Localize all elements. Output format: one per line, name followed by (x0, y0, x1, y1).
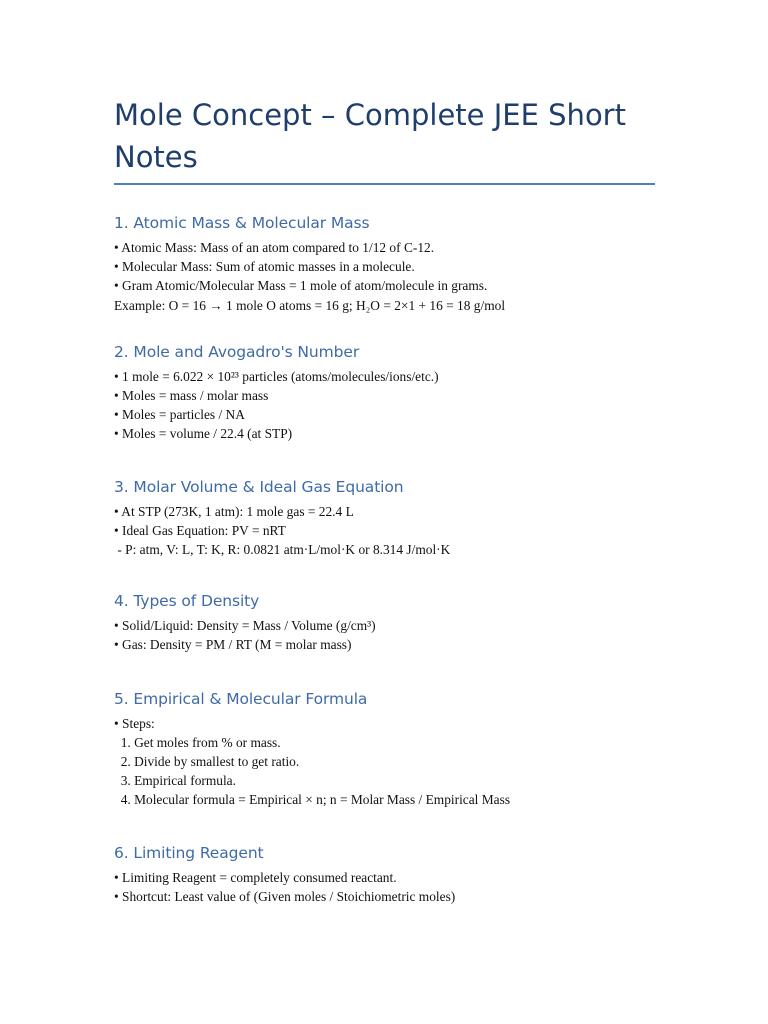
section-body (114, 367, 654, 444)
note-line: • Moles = mass / molar mass (114, 388, 269, 404)
document-title: Mole Concept – Complete JEE Short Notes (114, 98, 626, 174)
note-line: • Gram Atomic/Molecular Mass = 1 mole of atom/molecule in grams. (114, 278, 488, 294)
section-spacer (114, 810, 654, 843)
note-line: • Limiting Reagent = completely consumed reactant. (114, 869, 397, 885)
note-line: 1. Get moles from % or mass. (114, 734, 281, 750)
section-heading: 1. Atomic Mass & Molecular Mass (114, 214, 370, 232)
note-line: • Atomic Mass: Mass of an atom compared to 1/12 of C-12. (114, 240, 435, 255)
section-body (114, 502, 654, 560)
section-heading: 3. Molar Volume & Ideal Gas Equation (114, 477, 404, 496)
note-line: • 1 mole = 6.022 × 10²³ particles (atoms/molecules/ions/etc.) (114, 368, 439, 384)
note-line: • At STP (273K, 1 atm): 1 mole gas = 22.4 L (114, 503, 354, 519)
note-line: • Ideal Gas Equation: PV = nRT (114, 522, 286, 538)
section-heading: 2. Mole and Avogadro's Number (114, 342, 360, 361)
note-line: 4. Molecular formula = Empirical × n; n = Molar Mass / Empirical Mass (114, 792, 511, 808)
note-line: • Moles = particles / NA (114, 407, 245, 423)
note-line: 2. Divide by smallest to get ratio. (114, 754, 300, 770)
section-spacer (114, 315, 654, 342)
section-heading: 4. Types of Density (114, 592, 260, 611)
note-line: 3. Empirical formula. (114, 773, 236, 789)
section-heading: 5. Empirical & Molecular Formula (114, 689, 368, 708)
section-density (114, 591, 654, 654)
note-line: • Gas: Density = PM / RT (M = molar mass) (114, 637, 352, 653)
section-spacer (114, 444, 654, 477)
note-line: • Shortcut: Least value of (Given moles / Stoichiometric moles) (114, 888, 456, 904)
section-heading: 6. Limiting Reagent (114, 843, 264, 862)
note-line: Example: O = 16 → 1 mole O atoms = 16 g; H₂O = 2×1 + 16 = 18 g/mol (114, 297, 506, 313)
section-body (114, 238, 654, 315)
note-line: - P: atm, V: L, T: K, R: 0.0821 atm·L/mol·K or 8.314 J/mol·K (114, 542, 451, 558)
section-body (114, 868, 654, 906)
title-underline-divider (114, 183, 655, 185)
section-molar-volume (114, 477, 654, 560)
section-body (114, 616, 654, 654)
section-limiting-reagent (114, 843, 654, 906)
note-line: • Steps: (114, 715, 155, 731)
note-line: • Moles = volume / 22.4 (at STP) (114, 426, 293, 442)
section-body (114, 714, 654, 810)
section-spacer (114, 655, 654, 689)
section-atomic-mass (114, 213, 654, 315)
section-avogadro (114, 342, 654, 444)
note-line: • Molecular Mass: Sum of atomic masses in a molecule. (114, 259, 415, 275)
note-line: • Solid/Liquid: Density = Mass / Volume (g/cm³) (114, 618, 376, 634)
section-spacer (114, 559, 654, 591)
section-empirical-formula (114, 689, 654, 810)
